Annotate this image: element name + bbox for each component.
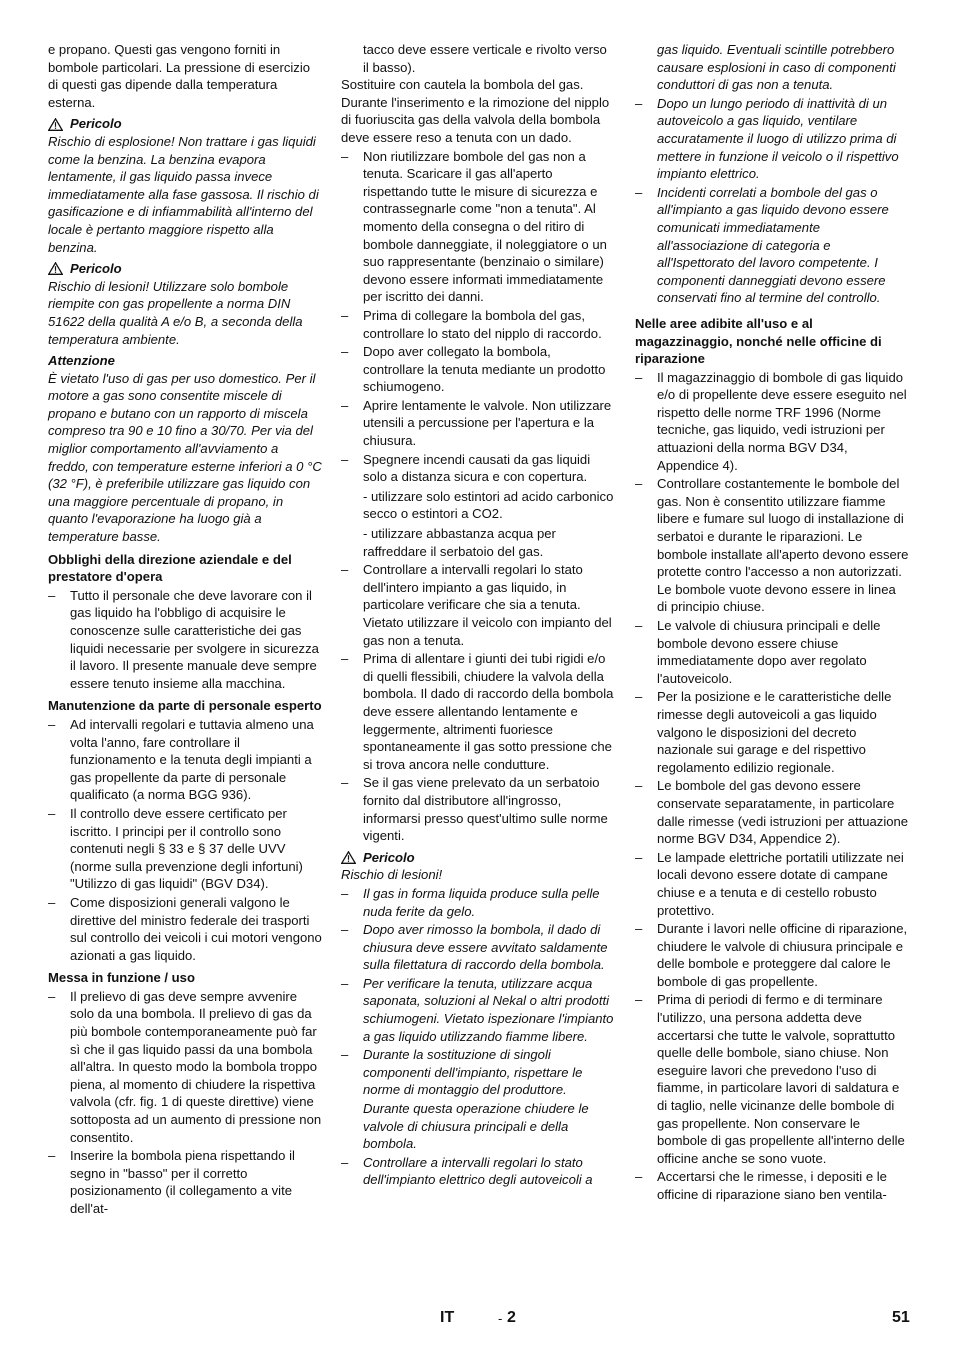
section-heading: Messa in funzione / uso [48, 970, 195, 986]
list-item: – Dopo aver collegato la bombola, controllare la tenuta mediante un prodotto schiumogeno. [341, 343, 615, 396]
list-item: – Incidenti correlati a bombole del gas o all'impianto a gas liquido devono essere comunicati immediatamente all'associazione di categoria e all'Ispettorato del lavoro competente. I componenti danneggiati devono essere conservati fino al termine del controllo. [635, 184, 909, 307]
danger-text: Rischio di lesioni! Utilizzare solo bombole riempite con gas propellente a norma DIN 51622 della qualità A e/o B, a seconda della temperatura ambiente. [48, 278, 303, 347]
list-item-replacement [341, 1046, 615, 1153]
bullet-list [48, 716, 322, 964]
list-item: – Prima di allentare i giunti dei tubi rigidi e/o di quelli flessibili, chiudere la valvola della bombola. Il dado di raccordo della bombola deve essere allentando lentamente e leggermente, altrimenti fuoriesce spontaneamente il gas sotto pressione che si trova ancora nelle condutture. [341, 650, 615, 773]
footer-page-number: 51 [892, 1309, 910, 1326]
list-item: – Per verificare la tenuta, utilizzare acqua saponata, soluzioni al Nekal o altri prodotti schiumogeni. Vietato ispezionare l'impianto a gas liquido utilizzando fiamme libere. [341, 975, 615, 1045]
paragraph: Sostituire con cautela la bombola del gas. Durante l'inserimento e la rimozione del nipplo di fuoriuscita gas della valvola della bombola deve essere reso a tenuta con un dado. [341, 77, 610, 145]
list-item: – Il gas in forma liquida produce sulla pelle nuda ferite da gelo. [341, 885, 615, 920]
section-heading: Obblighi della direzione aziendale e del prestatore d'opera [48, 551, 292, 585]
list-item: – Prima di collegare la bombola del gas, controllare lo stato del nipplo di raccordo. [341, 307, 615, 342]
column-left [48, 41, 322, 1218]
footer-language: IT [440, 1309, 455, 1326]
list-item: – Per la posizione e le caratteristiche delle rimesse degli autoveicoli a gas liquido valgono le disposizioni del decreto nazionale sui garage e del rispettivo regolamento edilizio regionale. [635, 688, 909, 776]
bullet-list [635, 369, 909, 1204]
danger-label: Pericolo [70, 261, 122, 277]
list-item: – Inserire la bombola piena rispettando il segno in "basso" per il corretto posizionamento (il collegamento a vite dell'at- [48, 1147, 322, 1217]
list-item: – Dopo aver rimosso la bombola, il dado di chiusura deve essere avvitato saldamente sulla filettatura di raccordo della bombola. [341, 921, 615, 974]
attention-heading: Attenzione [48, 353, 115, 369]
fire-subitem: - utilizzare solo estintori ad acido carbonico secco o estintori a CO2. [363, 488, 614, 522]
column-right [635, 41, 909, 1204]
replacement-text: Durante la sostituzione di singoli componenti dell'impianto, rispettare le norme di montaggio del produttore. [363, 1047, 583, 1098]
danger-heading [48, 115, 322, 133]
danger-label: Pericolo [70, 116, 122, 132]
replacement-text-2: Durante questa operazione chiudere le valvole di chiusura principali e della bombola. [363, 1101, 589, 1152]
continued-item-text: tacco deve essere verticale e rivolto verso il basso). [363, 42, 607, 75]
danger-heading [48, 260, 322, 278]
list-item: – Durante i lavori nelle officine di riparazione, chiudere le valvole di chiusura principale e delle bombole e proteggere dal calore le bombole di gas propellente. [635, 920, 909, 990]
warning-triangle-icon [341, 851, 356, 864]
danger-heading [341, 849, 615, 867]
continued-item-text: gas liquido. Eventuali scintille potrebbero causare esplosioni in caso di componenti conduttori di gas non a tenuta. [657, 42, 896, 93]
list-item: – Il controllo deve essere certificato per iscritto. I principi per il controllo sono contenuti negli § 33 e § 37 delle UVV (norme sulla prevenzione degli infortuni) "Utilizzo di gas liquidi" (BGV D34). [48, 805, 322, 893]
list-item: – Dopo un lungo periodo di inattività di un autoveicolo a gas liquido, ventilare accuratamente il luogo di utilizzo prima di mettere in funzione il veicolo o il rispettivo impianto elettrico. [635, 95, 909, 183]
danger-text: Rischio di esplosione! Non trattare i gas liquidi come la benzina. La benzina evapora lentamente, il gas liquido passa invece immediatamente alla fase gassosa. Il rischio di gasificazione e di infiammabilità all'interno del locale è pertanto maggiore rispetto alla benzina. [48, 133, 319, 255]
bullet-list [341, 885, 615, 1189]
footer-dash: - [498, 1311, 503, 1326]
list-item: – Le valvole di chiusura principali e delle bombole devono essere chiuse immediatamente dopo aver regolato l'autoveicolo. [635, 617, 909, 687]
bullet-list [341, 148, 615, 845]
list-item: – Il magazzinaggio di bombole di gas liquido e/o di propellente deve essere eseguito nel rispetto delle norme TRF 1996 (Norme tecniche, gas liquido, vedi istruzioni per attuazioni della norma BGV D34, Appendice 4). [635, 369, 909, 475]
list-item: – Le bombole del gas devono essere conservate separatamente, in particolare dalle rimesse (vedi istruzioni per attuazione norme BGV D34, Appendice 2). [635, 777, 909, 847]
section-heading: Manutenzione da parte di personale esperto [48, 698, 322, 714]
attention-text: È vietato l'uso di gas per uso domestico. Per il motore a gas sono consentite miscele di propano e butano con un rapporto di miscela compreso tra 90 e 10 fino a 30/70. Per via del miglior comportamento all'avviamento a freddo, con temperature esterne inferiori a 0 °C (32 °F), è preferibile utilizzare gas liquido con una maggiore percentuale di propano, in quanto l'evaporazione ha luogo già a temperature basse. [48, 370, 322, 545]
footer-section-number: 2 [507, 1309, 516, 1326]
intro-paragraph: e propano. Questi gas vengono forniti in bombole particolari. La pressione di esercizio di questi gas dipende dalla temperatura esterna. [48, 42, 311, 110]
list-item: – Se il gas viene prelevato da un serbatoio fornito dal distributore all'ingrosso, informarsi presso quest'ultimo sulle norme vigenti. [341, 774, 615, 844]
danger-label: Pericolo [363, 849, 415, 865]
list-item: – Prima di periodi di fermo e di terminare l'utilizzo, una persona addetta deve accertarsi che tutte le valvole, soprattutto quelle delle bombole, siano chiuse. Non eseguire lavori che prevedono l'uso di fiamme, in particolare lavori di saldatura e di taglio, nelle vicinanze delle bombole di gas propellente. Non conservare le bombole di gas propellente all'interno delle officine anche se sono vuote. [635, 991, 909, 1167]
warning-triangle-icon [48, 118, 63, 131]
list-item: – Tutto il personale che deve lavorare con il gas liquido ha l'obbligo di acquisire le conoscenze sulle caratteristiche dei gas liquidi necessarie per svolgere in sicurezza il lavoro. Il presente manuale deve sempre essere tenuto insieme alla macchina. [48, 587, 322, 693]
column-middle [341, 41, 615, 1189]
bullet-list [48, 988, 322, 1218]
warning-triangle-icon [48, 262, 63, 275]
section-heading: Nelle aree adibite all'uso e al magazzinaggio, nonché nelle officine di riparazione [635, 315, 882, 367]
list-item: – Non riutilizzare bombole del gas non a tenuta. Scaricare il gas all'aperto rispettando tutte le misure di sicurezza e contrassegnarle come "non a tenuta". Al momento della consegna o del ritiro di bombole danneggiate, il noleggiatore o un suo rappresentante (benzinaio o similare) devono essere informati immediatamente per iscritto dei danni. [341, 148, 615, 306]
list-item: – Come disposizioni generali valgono le direttive del ministro federale dei trasporti sul controllo dei veicoli i cui motori vengono azionati a gas liquido. [48, 894, 322, 964]
bullet-list [635, 95, 909, 307]
danger-text: Rischio di lesioni! [341, 867, 443, 883]
list-item: – Il prelievo di gas deve sempre avvenire solo da una bombola. Il prelievo di gas da più bombole contemporaneamente può far sì che il gas liquido passi da una bombola all'altra. In questo modo la bombola troppo piena, al momento di chiudere la rispettiva valvola (cfr. fig. 1 di queste direttive) viene sottoposta ad un aumento di pressione non consentito. [48, 988, 322, 1146]
bullet-list [48, 587, 322, 693]
list-item-fire [341, 451, 615, 561]
fire-subitem: - utilizzare abbastanza acqua per raffreddare il serbatoio del gas. [363, 526, 556, 559]
list-item: – Controllare a intervalli regolari lo stato dell'intero impianto a gas liquido, in particolare verificare che sia a tenuta. Vietato utilizzare il veicolo con impianto del gas non a tenuta. [341, 561, 615, 649]
list-item: – Accertarsi che le rimesse, i depositi e le officine di riparazione siano ben ventila- [635, 1168, 909, 1203]
list-item: – Controllare costantemente le bombole del gas. Non è consentito utilizzare fiamme libere e fumare sul luogo di installazione di serbatoi e durante le riparazioni. Le bombole installate all'aperto devono essere protette contro l'accesso a non autorizzati. Le bombole vuote devono essere in linea di principio chiuse. [635, 475, 909, 616]
list-item: – Ad intervalli regolari e tuttavia almeno una volta l'anno, fare controllare il funzionamento e la tenuta degli impianti a gas propellente da parte di personale qualificato (a norma BGG 936). [48, 716, 322, 804]
list-item: – Controllare a intervalli regolari lo stato dell'impianto elettrico degli autoveicoli a [341, 1154, 615, 1189]
list-item: – Le lampade elettriche portatili utilizzate nei locali devono essere dotate di campane chiuse e a tenuta e di cestello robusto protettivo. [635, 849, 909, 919]
list-item: – Aprire lentamente le valvole. Non utilizzare utensili a percussione per l'apertura e la chiusura. [341, 397, 615, 450]
fire-text: Spegnere incendi causati da gas liquidi solo a distanza sicura e con copertura. [363, 451, 591, 485]
